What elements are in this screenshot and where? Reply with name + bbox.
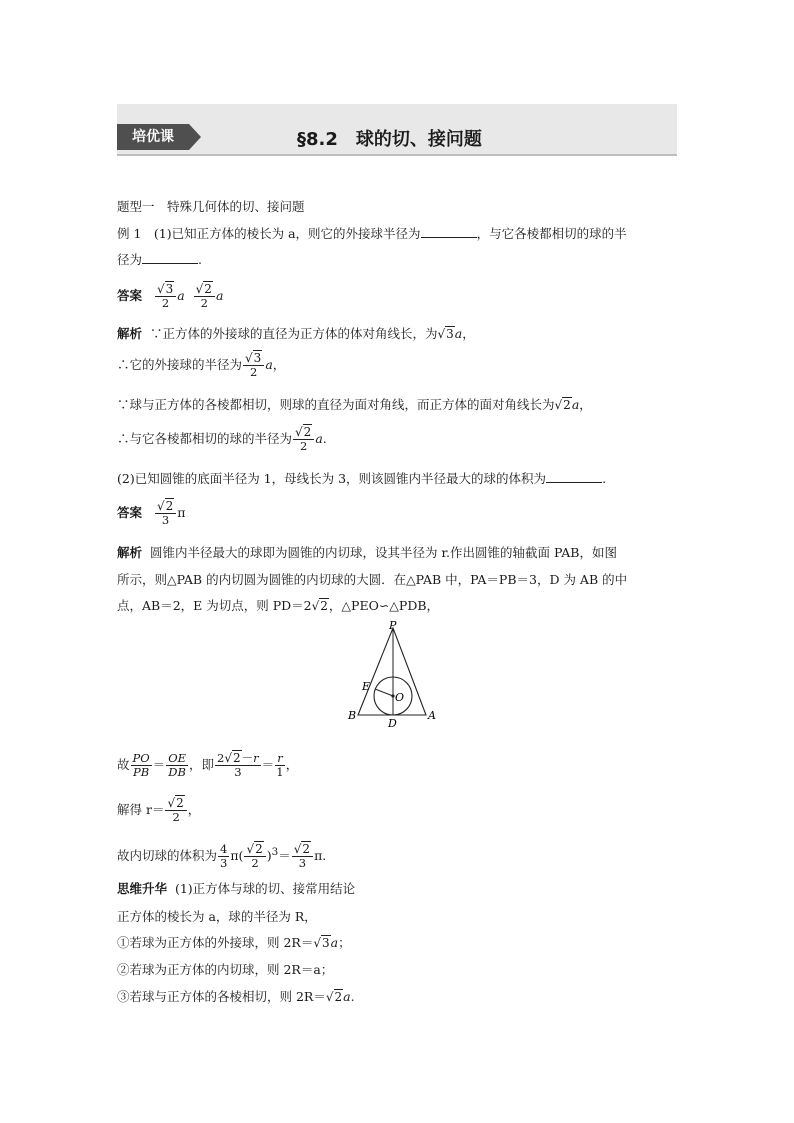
analysis2-line1: 解析 圆锥内半径最大的球即为圆锥的内切球，设其半径为 r.作出圆锥的轴截面 PAB，如图 <box>117 545 617 560</box>
label-E: E <box>362 680 371 693</box>
fraction: $\frac{√2}{2}$ <box>194 283 215 310</box>
fraction: $\frac{OE}{DB}$ <box>168 751 187 779</box>
analysis1-line2: ∴它的外接球的半径为 $\frac{√3}{2}$ a， <box>117 351 286 379</box>
fraction: $\frac{√3}{2}$ <box>243 352 264 379</box>
cone-cross-section-figure <box>340 618 450 733</box>
fraction: $\frac{√2}{3}$ <box>155 500 176 527</box>
fraction: $\frac{√2}{2}$ <box>244 843 265 870</box>
analysis1-line1: 解析 ∵正方体的外接球的直径为正方体的体对角线长，为√3a， <box>117 326 475 341</box>
thinking-line3: ①若球为正方体的外接球，则 2R＝√3a； <box>117 935 351 950</box>
label-P: P <box>389 619 397 632</box>
section-header <box>117 104 677 156</box>
example1-line1: 例 1 (1)已知正方体的棱长为 a，则它的外接球半径为 ，与它各棱都相切的球的半 <box>117 226 627 241</box>
thinking-line5: ③若球与正方体的各棱相切，则 2R＝√2a. <box>117 989 355 1004</box>
ratio-equation: 故 $\frac{PO}{PB}$ ＝ $\frac{OE}{DB}$ ，即 $\frac{2√2-r}{3}$ ＝ $\frac{r}{1}$ ， <box>117 751 299 779</box>
analysis1-line4: ∴与它各棱都相切的球的半径为 $\frac{√2}{2}$ a. <box>117 425 327 453</box>
fraction: $\frac{r}{1}$ <box>276 751 284 779</box>
answer-blank <box>421 237 477 238</box>
analysis2-line2: 所示，则△PAB 的内切圆为圆锥的内切球的大圆．在△PAB 中，PA＝PB＝3，D 为 AB 的中 <box>117 572 628 587</box>
type-heading: 题型一 特殊几何体的切、接问题 <box>117 199 305 214</box>
fraction: $\frac{PO}{PB}$ <box>132 751 150 779</box>
label-D: D <box>388 717 397 730</box>
label-A: A <box>428 709 436 722</box>
solve-r: 解得 r＝ $\frac{√2}{2}$ ， <box>117 796 201 824</box>
thinking-line2: 正方体的棱长为 a，球的半径为 R， <box>117 909 317 924</box>
answer-blank <box>546 482 602 483</box>
radius-OE <box>375 689 393 696</box>
example1-part2: (2)已知圆锥的底面半径为 1，母线长为 3，则该圆锥内半径最大的球的体积为 . <box>117 471 607 486</box>
thinking-line1: 思维升华 (1)正方体与球的切、接常用结论 <box>117 881 356 896</box>
fraction: $\frac{√2}{2}$ <box>165 797 186 824</box>
sphere-volume: 故内切球的体积为 $\frac{4}{3}$ π( $\frac{√2}{2}$ )$^3$＝ $\frac{√2}{3}$ π. <box>117 842 327 870</box>
label-O: O <box>395 691 405 704</box>
answer-blank <box>142 263 198 264</box>
badge-arrow <box>189 124 201 150</box>
triangle-PAB <box>358 628 426 715</box>
fraction: $\frac{4}{3}$ <box>220 842 228 870</box>
example1-line2: 径为 . <box>117 252 202 267</box>
section-title: §8.2 球的切、接问题 <box>297 129 482 150</box>
answer2: 答案 $\frac{√2}{3}$ π <box>117 499 186 527</box>
fraction: $\frac{√3}{2}$ <box>155 283 176 310</box>
fraction: $\frac{√2}{2}$ <box>293 426 314 453</box>
thinking-line4: ②若球为正方体的内切球，则 2R＝a； <box>117 962 334 977</box>
fraction: $\frac{√2}{3}$ <box>292 843 313 870</box>
analysis1-line3: ∵球与正方体的各棱都相切，则球的直径为面对角线，而正方体的面对角线长为√2a， <box>117 397 592 412</box>
answer1: 答案 $\frac{√3}{2}$ a $\frac{√2}{2}$ a <box>117 282 224 310</box>
analysis2-line3: 点，AB＝2，E 为切点，则 PD＝2√2，△PEO∽△PDB， <box>117 598 440 613</box>
section-badge: 培优课 <box>117 124 189 150</box>
label-B: B <box>348 709 357 722</box>
fraction: $\frac{2√2-r}{3}$ <box>217 751 259 779</box>
